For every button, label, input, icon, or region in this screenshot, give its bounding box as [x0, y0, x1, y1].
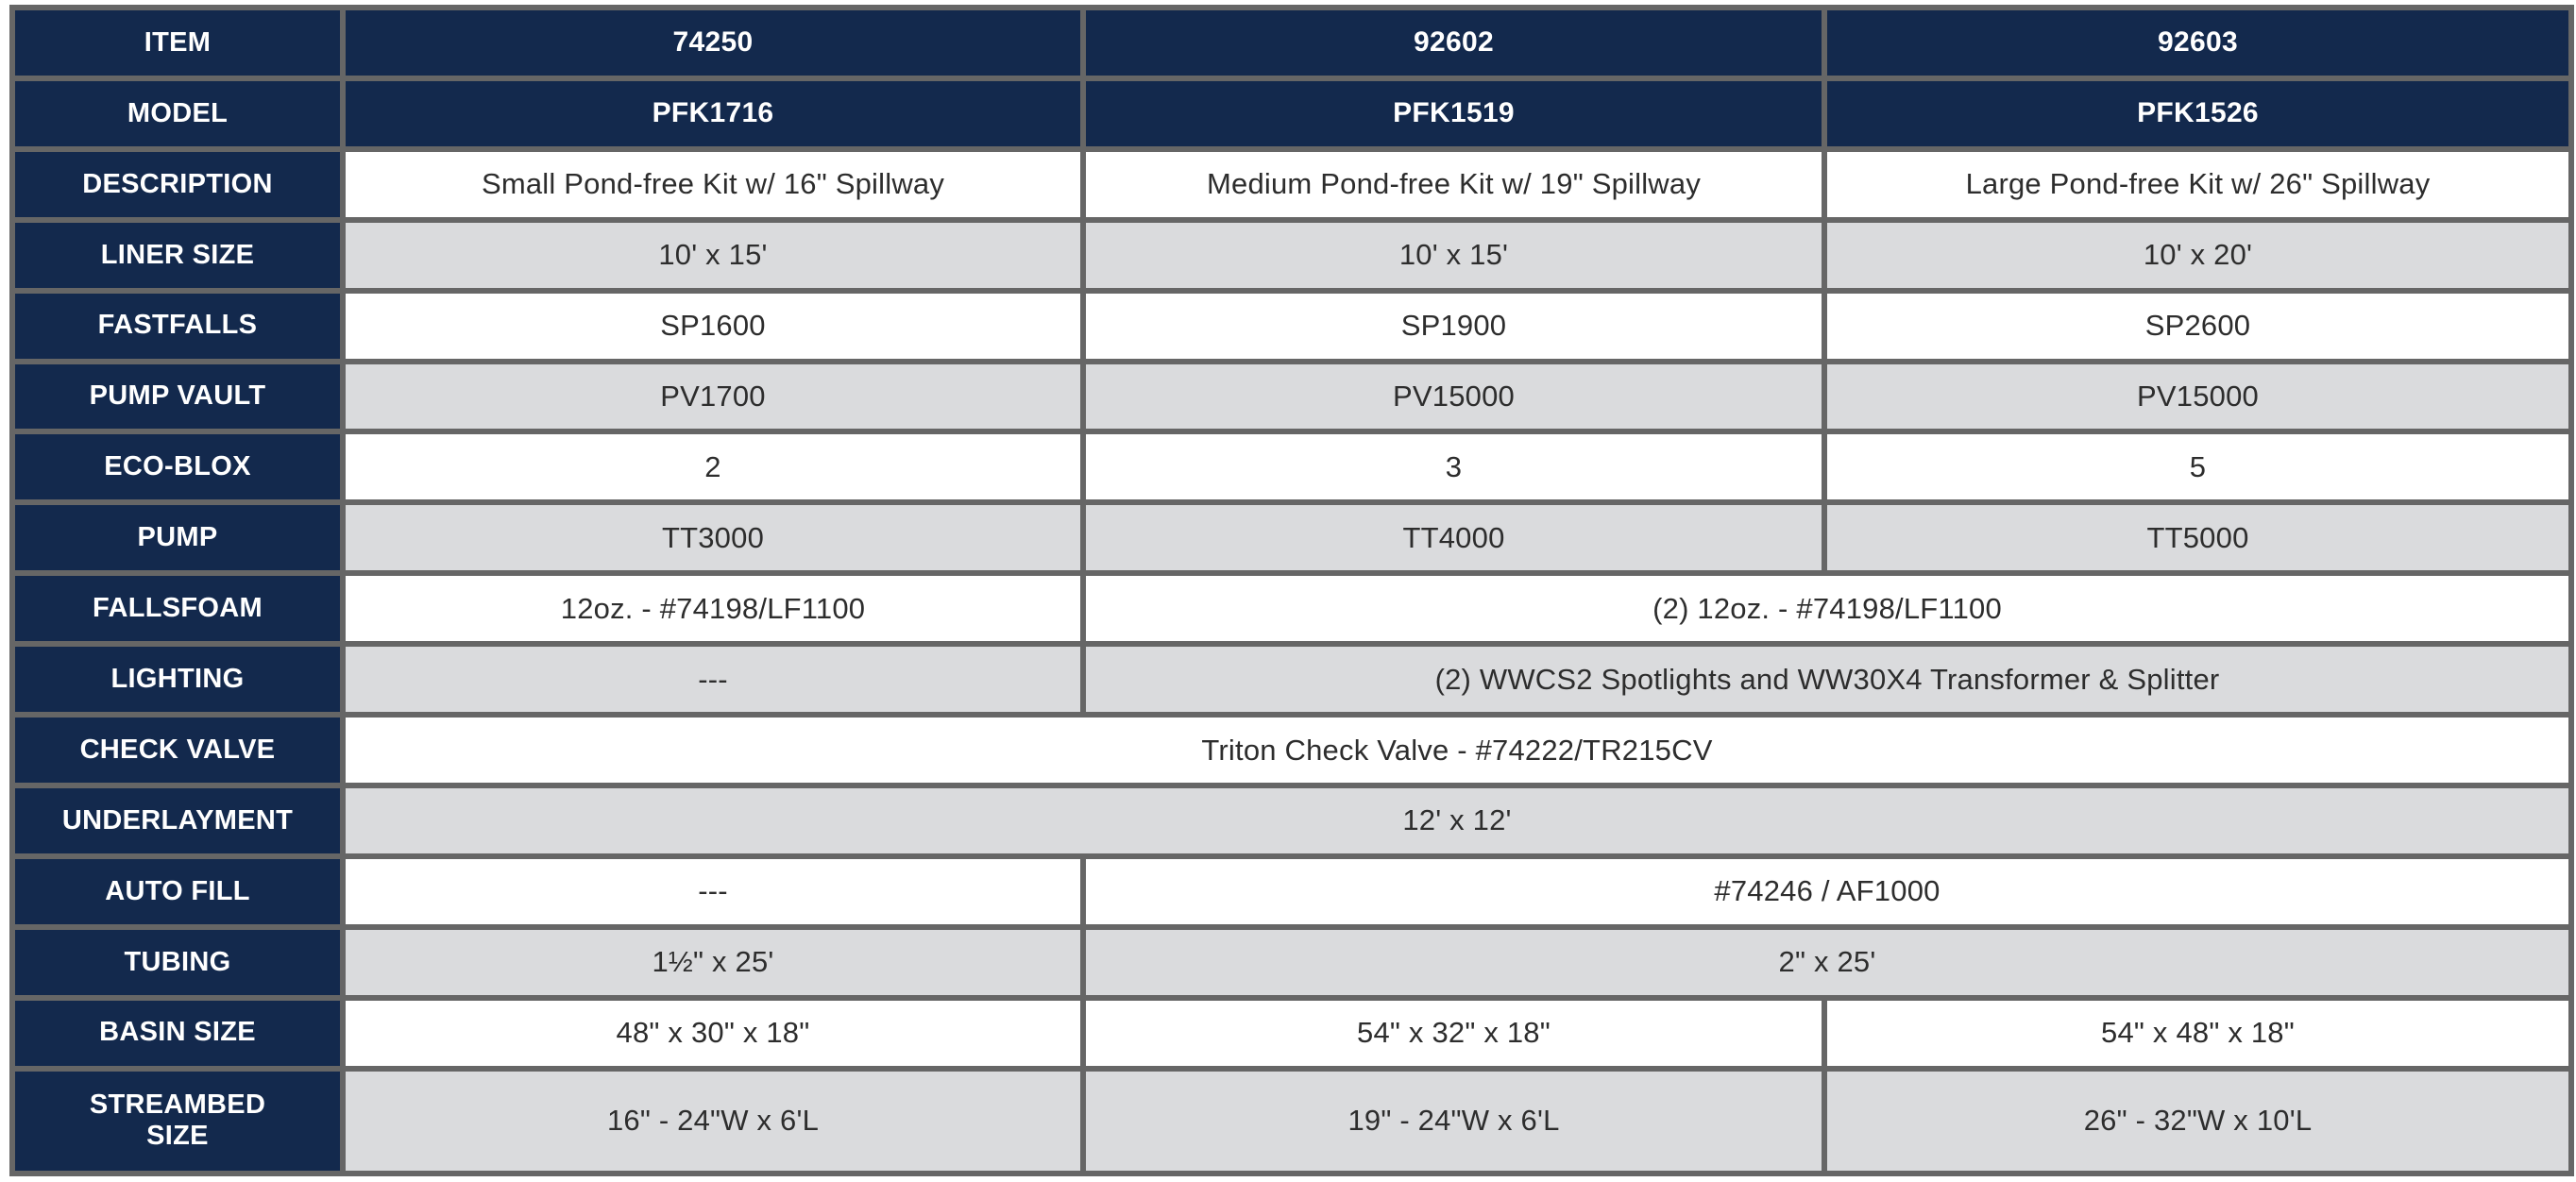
liner-size-cell: 10' x 15'	[1083, 220, 1824, 291]
pump-cell: TT5000	[1824, 502, 2571, 573]
eco-blox-cell: 2	[343, 431, 1083, 502]
fallsfoam-merged-cell: (2) 12oz. - #74198/LF1100	[1083, 573, 2571, 644]
table-row-liner-size	[12, 220, 2571, 291]
pump-cell: TT3000	[343, 502, 1083, 573]
basin-size-cell: 48" x 30" x 18"	[343, 998, 1083, 1069]
row-label-check-valve: CHECK VALVE	[12, 715, 343, 785]
row-label-tubing: TUBING	[12, 927, 343, 998]
streambed-size-cell: 26" - 32"W x 10'L	[1824, 1069, 2571, 1174]
lighting-merged-cell: (2) WWCS2 Spotlights and WW30X4 Transformer & Splitter	[1083, 644, 2571, 715]
row-label-lighting: LIGHTING	[12, 644, 343, 715]
basin-size-cell: 54" x 32" x 18"	[1083, 998, 1824, 1069]
table-row-streambed-size	[12, 1069, 2571, 1174]
table-row-model	[12, 78, 2571, 149]
table-row-underlayment	[12, 785, 2571, 856]
item-number-cell: 74250	[343, 8, 1083, 78]
table-row-eco-blox	[12, 431, 2571, 502]
eco-blox-cell: 5	[1824, 431, 2571, 502]
liner-size-cell: 10' x 20'	[1824, 220, 2571, 291]
table-row-tubing	[12, 927, 2571, 998]
table-row-fastfalls	[12, 291, 2571, 362]
fastfalls-cell: SP2600	[1824, 291, 2571, 362]
table-row-check-valve	[12, 715, 2571, 785]
fastfalls-cell: SP1900	[1083, 291, 1824, 362]
table-row-pump	[12, 502, 2571, 573]
table-row-lighting	[12, 644, 2571, 715]
fastfalls-cell: SP1600	[343, 291, 1083, 362]
table-row-item	[12, 8, 2571, 78]
row-label-pump-vault: PUMP VAULT	[12, 362, 343, 432]
description-cell: Small Pond-free Kit w/ 16" Spillway	[343, 149, 1083, 220]
auto-fill-merged-cell: #74246 / AF1000	[1083, 856, 2571, 927]
check-valve-merged-cell: Triton Check Valve - #74222/TR215CV	[343, 715, 2571, 785]
pump-vault-cell: PV15000	[1824, 362, 2571, 432]
tubing-cell: 1½" x 25'	[343, 927, 1083, 998]
row-label-model: MODEL	[12, 78, 343, 149]
model-cell: PFK1716	[343, 78, 1083, 149]
row-label-pump: PUMP	[12, 502, 343, 573]
fallsfoam-cell: 12oz. - #74198/LF1100	[343, 573, 1083, 644]
table-row-description	[12, 149, 2571, 220]
row-label-liner-size: LINER SIZE	[12, 220, 343, 291]
basin-size-cell: 54" x 48" x 18"	[1824, 998, 2571, 1069]
row-label-fallsfoam: FALLSFOAM	[12, 573, 343, 644]
underlayment-merged-cell: 12' x 12'	[343, 785, 2571, 856]
table-row-pump-vault	[12, 362, 2571, 432]
row-label-underlayment: UNDERLAYMENT	[12, 785, 343, 856]
pump-vault-cell: PV1700	[343, 362, 1083, 432]
row-label-description: DESCRIPTION	[12, 149, 343, 220]
row-label-basin-size: BASIN SIZE	[12, 998, 343, 1069]
row-label-streambed-size-text: STREAMBED SIZE	[89, 1089, 266, 1152]
row-label-item: ITEM	[12, 8, 343, 78]
description-cell: Large Pond-free Kit w/ 26" Spillway	[1824, 149, 2571, 220]
auto-fill-cell: ---	[343, 856, 1083, 927]
product-comparison-table	[9, 5, 2574, 1176]
row-label-auto-fill: AUTO FILL	[12, 856, 343, 927]
lighting-cell: ---	[343, 644, 1083, 715]
table-row-auto-fill	[12, 856, 2571, 927]
row-label-streambed-size	[12, 1069, 343, 1174]
table-row-fallsfoam	[12, 573, 2571, 644]
model-cell: PFK1526	[1824, 78, 2571, 149]
table-row-basin-size	[12, 998, 2571, 1069]
pump-vault-cell: PV15000	[1083, 362, 1824, 432]
row-label-eco-blox: ECO-BLOX	[12, 431, 343, 502]
streambed-size-cell: 16" - 24"W x 6'L	[343, 1069, 1083, 1174]
tubing-merged-cell: 2" x 25'	[1083, 927, 2571, 998]
item-number-cell: 92603	[1824, 8, 2571, 78]
pump-cell: TT4000	[1083, 502, 1824, 573]
streambed-size-cell: 19" - 24"W x 6'L	[1083, 1069, 1824, 1174]
row-label-fastfalls: FASTFALLS	[12, 291, 343, 362]
description-cell: Medium Pond-free Kit w/ 19" Spillway	[1083, 149, 1824, 220]
liner-size-cell: 10' x 15'	[343, 220, 1083, 291]
model-cell: PFK1519	[1083, 78, 1824, 149]
item-number-cell: 92602	[1083, 8, 1824, 78]
eco-blox-cell: 3	[1083, 431, 1824, 502]
